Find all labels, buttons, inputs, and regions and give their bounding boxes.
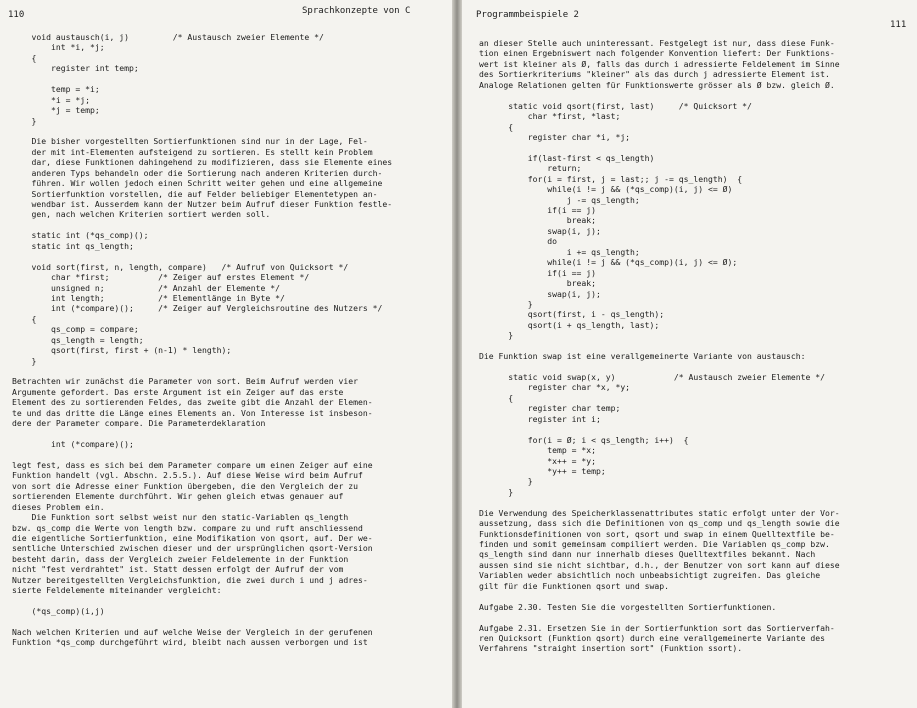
text-line: Aufgabe 2.31. Ersetzen Sie in der Sortierfunktion sort das Sortierverfah- [479,622,835,633]
text-line: Funktionsdefinitionen von sort, qsort und swap in einem Quelltextfile be- [479,528,835,539]
text-line: static int qs_length; [12,240,134,251]
text-line: { [479,121,514,132]
text-line: } [479,298,533,309]
text-line [12,74,392,84]
text-line: anderen Typs behandeln oder die Sortierung nach anderen Kriterien durch- [12,167,383,178]
text-line [479,424,840,434]
text-line: wert ist kleiner als Ø, falls das durch i adressierte Feldelement im Sinne [479,58,840,69]
text-line: sierte Feldelemente miteinander vergleicht: [12,585,222,596]
text-line: { [12,313,37,324]
text-line: int (*compare)(); [12,439,134,450]
text-line: if(last-first < qs_length) [479,152,655,163]
text-line: i += qs_length; [479,246,640,257]
text-line: } [479,486,514,497]
text-line: ren Quicksort (Funktion qsort) durch eine verallgemeinerte Variante des [479,632,825,643]
text-line: register char temp; [479,403,621,414]
text-line: der mit int-Elementen aufsteigend zu sortieren. Es stellt kein Problem [12,146,373,157]
text-line [479,142,840,152]
text-line: sentliche Unterschied zwischen dieser und der ursprünglichen qsort-Version [12,543,373,554]
text-line: temp = *i; [12,84,100,95]
page-number-right: 111 [890,20,907,30]
text-line: break; [479,278,596,289]
text-line: Betrachten wir zunächst die Parameter von sort. Beim Aufruf werden vier [12,376,358,387]
text-line: aussen sind sie nicht sichtbar, d.h., der Benutzer von sort kann auf diese [479,559,840,570]
text-line: void austausch(i, j) /* Austausch zweier Elemente */ [12,32,324,42]
text-line: swap(i, j); [479,288,601,299]
right-page-text [479,38,840,654]
text-line: static void swap(x, y) /* Austausch zweier Elemente */ [479,372,825,382]
text-line: finden und somit gemeinsam compiliert werden. Die Variablen qs_comp bzw. [479,539,830,549]
text-line [479,362,840,372]
text-line [479,90,840,100]
text-line: Die Funktion swap ist eine verallgemeinerte Variante von austausch: [479,351,806,362]
right-page [462,0,917,708]
text-line [12,450,392,460]
text-line: char *first, *last; [479,111,621,122]
text-line: temp = *x; [479,445,596,456]
text-line: qs_length sind dann nur innerhalb dieses Quelltextfiles bekannt. Nach [479,549,816,560]
text-line: Variablen weder absichtlich noch unbeabsichtigt zugreifen. Das gleiche [479,570,821,581]
text-line: if(i == j) [479,205,596,215]
text-line: *x++ = *y; [479,455,596,466]
text-line: Funktion handelt (vgl. Abschn. 2.5.5.). Auf diese Weise wird beim Aufruf [12,470,363,481]
text-line: } [12,115,37,126]
text-line: von sort die Adresse einer Funktion übergeben, die den Vergleich der zu [12,480,358,491]
text-line: swap(i, j); [479,225,601,236]
text-line: for(i = Ø; i < qs_length; i++) { [479,434,689,445]
text-line: *y++ = temp; [479,465,606,476]
text-line: } [479,476,533,487]
text-line [12,596,392,606]
text-line [12,429,392,439]
text-line: qs_length = length; [12,334,144,345]
text-line: führen. Wir wollen jedoch einen Schritt weiter gehen und eine allgemeine [12,178,383,189]
text-line: an dieser Stelle auch uninteressant. Festgelegt ist nur, dass diese Funk- [479,38,835,48]
text-line: aussetzung, dass sich die Definitionen von qs_comp und qs_length sowie die [479,518,840,529]
text-line: } [479,330,514,341]
text-line: j -= qs_length; [479,194,640,205]
text-line: static void qsort(first, last) /* Quicksort */ [479,100,752,111]
left-page [0,0,452,708]
text-line: besteht darin, dass der Vergleich zweier Feldelemente in der Funktion [12,553,349,564]
text-line: *i = *j; [12,94,90,105]
text-line: register int i; [479,413,601,424]
text-line: Nutzer bereitgestellten Vergleichsfunktion, die zwei durch i und j adres- [12,574,368,585]
text-line: die eigentliche Sortierfunktion, eine Modifikation von qsort, auf. Der we- [12,533,373,543]
text-line: Verfahrens "straight insertion sort" (Funktion ssort). [479,643,743,654]
text-line: Die Verwendung des Speicherklassenattributes static erfolgt unter der Vor- [479,507,840,518]
text-line: static int (*qs_comp)(); [12,230,149,241]
text-line: { [12,52,37,63]
text-line: qsort(first, i - qs_length); [479,309,665,320]
text-line: do [479,236,557,247]
text-line: if(i == j) [479,267,596,278]
text-line: { [479,392,514,403]
text-line: register char *x, *y; [479,382,631,393]
text-line: break; [479,215,596,226]
text-line: Analoge Relationen gelten für Funktionswerte grösser als Ø bzw. gleich Ø. [479,79,835,90]
text-line [12,617,392,627]
running-head-right: Programmbeispiele 2 [476,10,579,20]
text-line: bzw. qs_comp die Werte von length bzw. compare zu und ruft anschliessend [12,522,363,533]
text-line: des Sortierkriteriums "kleiner" als das durch j adressierte Element ist. [479,69,830,80]
running-head-left: Sprachkonzepte von C [302,6,411,16]
text-line [479,497,840,507]
text-line [479,591,840,601]
page-number-left: 110 [8,10,25,20]
text-line: while(i != j && (*qs_comp)(i, j) <= Ø); [479,257,738,268]
text-line: char *first; /* Zeiger auf erstes Element */ [12,272,310,283]
text-line: } [12,355,37,366]
text-line: sortierenden Elemente durchführt. Wir gehen gleich etwas genauer auf [12,491,344,502]
text-line: return; [479,163,582,174]
text-line [479,341,840,351]
text-line [12,220,392,230]
text-line: Aufgabe 2.30. Testen Sie die vorgestellten Sortierfunktionen. [479,601,777,612]
book-gutter [452,0,462,708]
text-line: Element des zu sortierenden Feldes, das zweite gibt die Anzahl der Elemen- [12,397,373,408]
text-line: for(i = first, j = last;; j -= qs_length) { [479,173,743,184]
text-line: int *i, *j; [12,42,105,53]
text-line [12,251,392,261]
text-line: register int temp; [12,63,139,74]
text-line: Argumente gefordert. Das erste Argument ist ein Zeiger auf das erste [12,386,344,397]
text-line: int length; /* Elementlänge in Byte */ [12,292,285,303]
text-line: *j = temp; [12,105,100,116]
text-line: int (*compare)(); /* Zeiger auf Vergleichsroutine des Nutzers */ [12,303,383,314]
text-line: nicht "fest verdrahtet" ist. Statt dessen erfolgt der Aufruf der vom [12,564,344,575]
text-line: legt fest, dass es sich bei dem Parameter compare um einen Zeiger auf eine [12,459,373,470]
text-line [12,366,392,376]
text-line: qsort(i + qs_length, last); [479,319,660,330]
text-line: dar, diese Funktionen dahingehend zu modifizieren, dass sie Elemente eines [12,157,393,168]
text-line: Sortierfunktion vorstellen, die auf Felder beliebiger Elementetypen an- [12,188,378,199]
text-line: gilt für die Funktionen qsort und swap. [479,580,670,591]
text-line: unsigned n; /* Anzahl der Elemente */ [12,282,281,293]
text-line: tion einen Ergebniswert nach folgender Konvention liefert: Der Funktions- [479,48,835,59]
text-line: while(i != j && (*qs_comp)(i, j) <= Ø) [479,184,733,195]
text-line: qs_comp = compare; [12,324,139,335]
text-line: Die bisher vorgestellten Sortierfunktionen sind nur in der Lage, Fel- [12,136,368,147]
text-line: Funktion *qs_comp durchgeführt wird, bleibt nach aussen verborgen und ist [12,637,368,648]
text-line: Nach welchen Kriterien und auf welche Weise der Vergleich in der gerufenen [12,626,373,637]
text-line: dieses Problem ein. [12,501,105,512]
text-line: wendbar ist. Ausserdem kann der Nutzer beim Aufruf dieser Funktion festle- [12,199,393,209]
text-line: gen, nach welchen Kriterien sortiert werden soll. [12,209,271,220]
left-page-text [12,32,392,648]
text-line: te und das dritte die Länge eines Elements an. Von Interesse ist insbeson- [12,407,373,418]
text-line: qsort(first, first + (n-1) * length); [12,345,232,356]
text-line [479,612,840,622]
text-line: void sort(first, n, length, compare) /* Aufruf von Quicksort */ [12,261,349,272]
text-line: dere der Parameter compare. Die Parameterdeklaration [12,418,266,429]
text-line: Die Funktion sort selbst weist nur den static-Variablen qs_length [12,512,349,523]
text-line: register char *i, *j; [479,131,631,142]
text-line [12,126,392,136]
text-line: (*qs_comp)(i,j) [12,606,105,617]
